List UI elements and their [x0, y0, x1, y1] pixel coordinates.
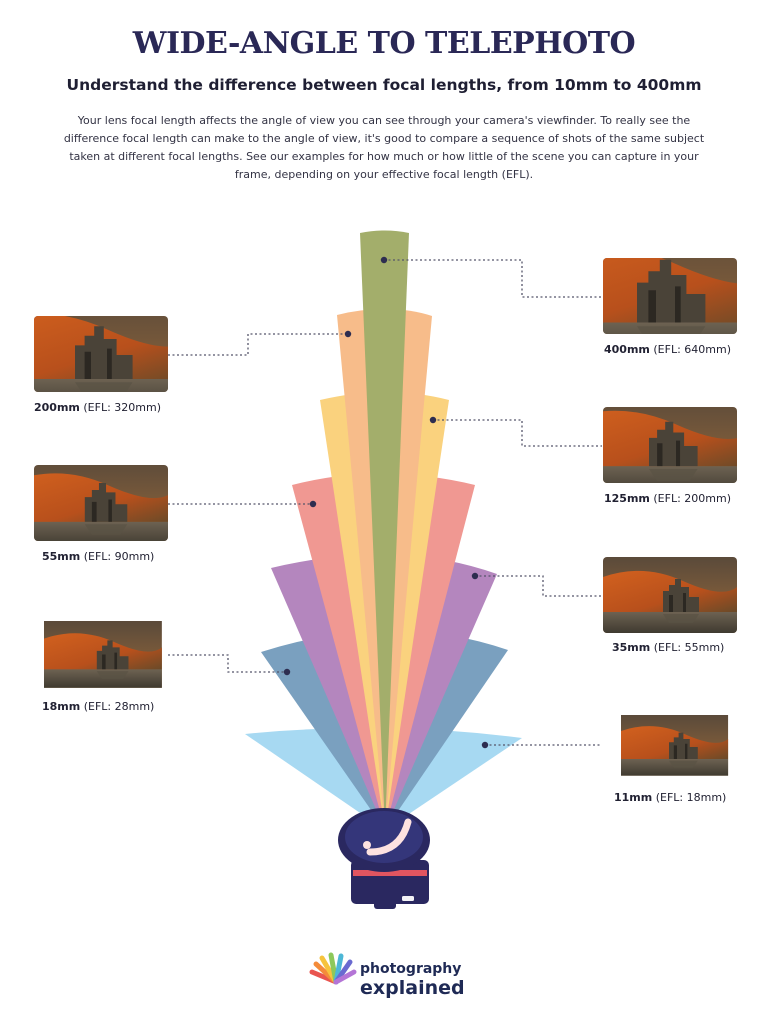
- photo-35mm: [603, 557, 737, 633]
- connector-dot-18mm: [284, 669, 290, 675]
- connector-dot-35mm: [472, 573, 478, 579]
- caption-400mm: 400mm (EFL: 640mm): [604, 343, 732, 356]
- logo-icon: [312, 955, 354, 982]
- photo-125mm: [603, 407, 737, 483]
- photo-18mm: [34, 616, 168, 692]
- caption-200mm: 200mm (EFL: 320mm): [34, 401, 162, 414]
- brand-logo[interactable]: [360, 960, 465, 998]
- photo-200mm: [34, 316, 168, 392]
- photo-55mm: [34, 465, 168, 541]
- connector-200mm: [168, 334, 348, 355]
- logo-line-1: photography: [360, 961, 462, 977]
- caption-125mm: 125mm (EFL: 200mm): [604, 492, 732, 505]
- caption-55mm: 55mm (EFL: 90mm): [42, 550, 155, 563]
- logo-line-2: explained: [360, 977, 465, 999]
- connector-125mm: [433, 420, 602, 446]
- page-title: WIDE-ANGLE TO TELEPHOTO: [132, 26, 636, 61]
- connector-dot-125mm: [430, 417, 436, 423]
- connector-dot-400mm: [381, 257, 387, 263]
- caption-35mm: 35mm (EFL: 55mm): [612, 641, 725, 654]
- intro-paragraph: Your lens focal length affects the angle of view you can see through your camera's viewfinder. To really see the difference focal length can make to the angle of view, it's good to compare a sequence of shots of the same subject taken at different focal lengths. See our examples for how much or how little of the scene you can capture in your frame, depending on your effective focal length (EFL).: [63, 114, 705, 181]
- connector-dot-200mm: [345, 331, 351, 337]
- photo-11mm: [603, 707, 737, 783]
- page-subtitle: Understand the difference between focal lengths, from 10mm to 400mm: [66, 76, 702, 94]
- caption-18mm: 18mm (EFL: 28mm): [42, 700, 155, 713]
- connector-dot-11mm: [482, 742, 488, 748]
- connector-400mm: [384, 260, 602, 297]
- camera-icon: [338, 808, 430, 909]
- photo-400mm: [603, 258, 737, 334]
- caption-11mm: 11mm (EFL: 18mm): [614, 791, 727, 804]
- connector-dot-55mm: [310, 501, 316, 507]
